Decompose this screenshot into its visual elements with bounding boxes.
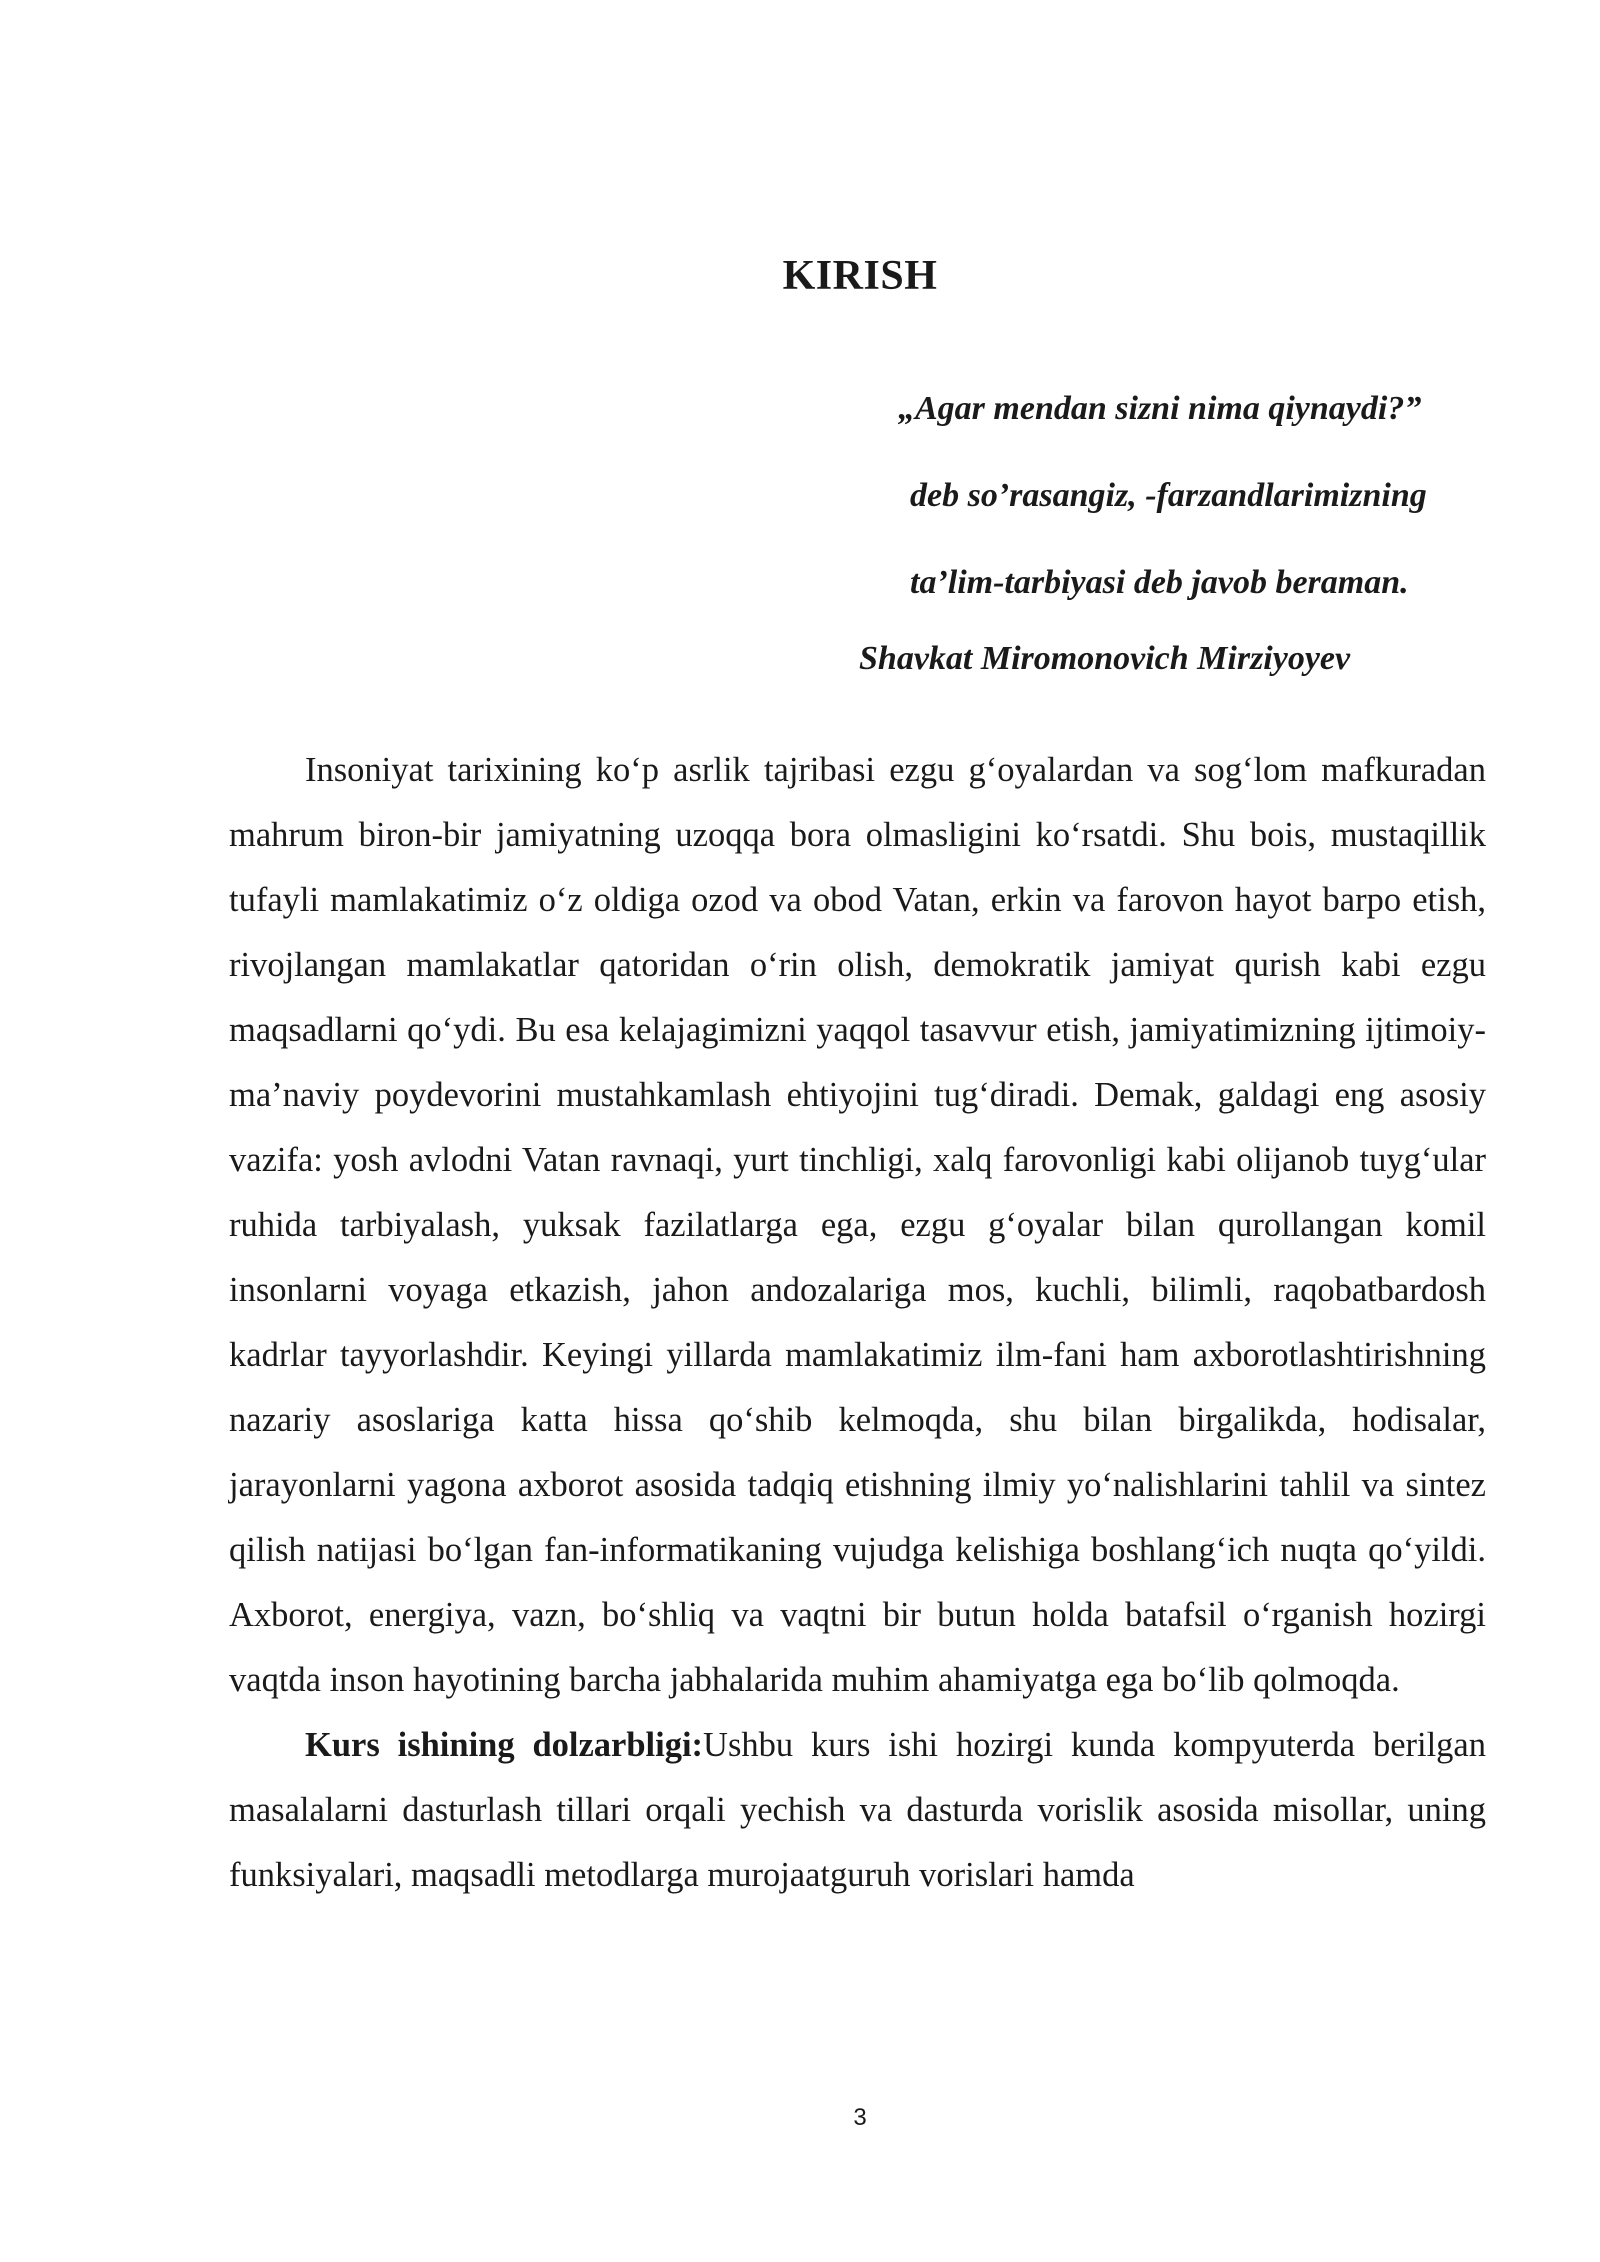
page-number: 3 [853, 2104, 867, 2131]
epigraph-line-2: deb so’rasangiz, -farzandlarimizning [910, 477, 1427, 514]
body-text [229, 738, 1486, 1908]
relevance-text: Ushbu kurs ishi hozirgi kunda kompyuterda berilgan masalalarni dasturlash tillari orqali yechish va dasturda vorislik asosida misollar, uning funksiyalari, maqsadli metodlarga murojaatguruh vorislari hamda [229, 1726, 1486, 1894]
epigraph-line-1: „Agar mendan sizni nima qiynaydi?” [898, 390, 1422, 427]
epigraph-line-3: ta’lim-tarbiyasi deb javob beraman. [910, 564, 1409, 601]
page-title: KIRISH [782, 253, 938, 299]
relevance-heading: Kurs ishining dolzarbligi: [305, 1726, 704, 1764]
paragraph-relevance [229, 1713, 1486, 1908]
paragraph-introduction: Insoniyat tarixining ko‘p asrlik tajribasi ezgu g‘oyalardan va sog‘lom mafkuradan mahrum biron-bir jamiyatning uzoqqa bora olmasligini ko‘rsatdi. Shu bois, mustaqillik tufayli mamlakatimiz o‘z oldiga ozod va obod Vatan, erkin va farovon hayot barpo etish, rivojlangan mamlakatlar qatoridan o‘rin olish, demokratik jamiyat qurish kabi ezgu maqsadlarni qo‘ydi. Bu esa kelajagimizni yaqqol tasavvur etish, jamiyatimizning ijtimoiy-ma’naviy poydevorini mustahkamlash ehtiyojini tug‘diradi. Demak, galdagi eng asosiy vazifa: yosh avlodni Vatan ravnaqi, yurt tinchligi, xalq farovonligi kabi olijanob tuyg‘ular ruhida tarbiyalash, yuksak fazilatlarga ega, ezgu g‘oyalar bilan qurollangan komil insonlarni voyaga etkazish, jahon andozalariga mos, kuchli, bilimli, raqobatbardosh kadrlar tayyorlashdir. Keyingi yillarda mamlakatimiz ilm-fani ham axborotlashtirishning nazariy asoslariga katta hissa qo‘shib kelmoqda, shu bilan birgalikda, hodisalar, jarayonlarni yagona axborot asosida tadqiq etishning ilmiy yo‘nalishlarini tahlil va sintez qilish natijasi bo‘lgan fan-informatikaning vujudga kelishiga boshlang‘ich nuqta qo‘yildi. Axborot, energiya, vazn, bo‘shliq va vaqtni bir butun holda batafsil o‘rganish hozirgi vaqtda inson hayotining barcha jabhalarida muhim ahamiyatga ega bo‘lib qolmoqda. [229, 751, 1486, 1699]
epigraph [898, 365, 1498, 626]
epigraph-author: Shavkat Miromonovich Mirziyoyev [859, 640, 1351, 677]
